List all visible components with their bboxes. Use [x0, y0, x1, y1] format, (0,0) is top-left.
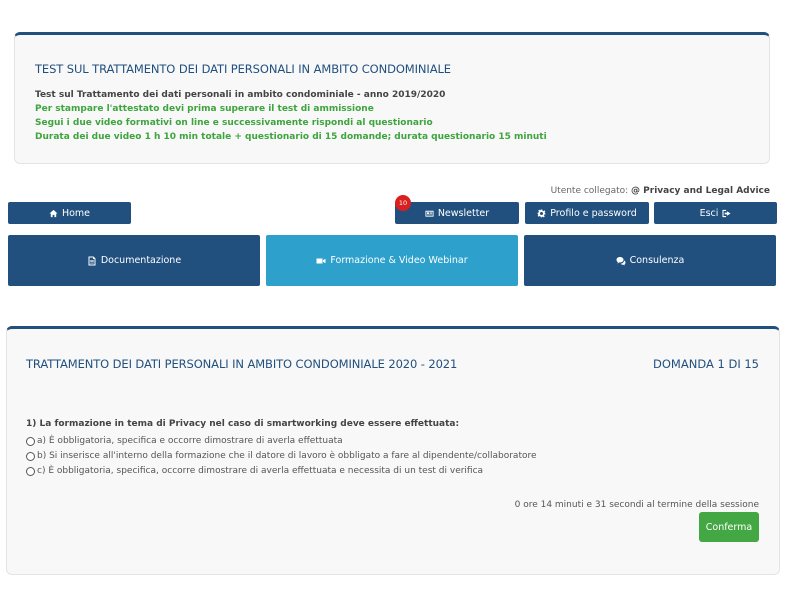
- home-button[interactable]: [8, 202, 131, 224]
- answer-option-label: c) È obbligatoria, specifica, occorre dimostrare di averla effettuata e necessita di un test di verifica: [37, 466, 484, 476]
- documentation-button-label: Documentazione: [100, 255, 182, 266]
- logged-user-label: Utente collegato:: [550, 186, 629, 196]
- document-icon: [87, 256, 97, 266]
- newspaper-icon: [425, 209, 434, 218]
- newsletter-button[interactable]: [395, 202, 519, 224]
- course-info-panel: [14, 32, 770, 164]
- profile-button[interactable]: [525, 202, 649, 224]
- training-button-label: Formazione & Video Webinar: [330, 255, 468, 266]
- gear-icon: [537, 209, 546, 218]
- instruction-videos: Segui i due video formativi on line e successivamente rispondi al questionario: [35, 118, 433, 128]
- newsletter-button-label: Newsletter: [437, 207, 490, 219]
- home-icon: [49, 209, 58, 218]
- confirm-button[interactable]: Conferma: [699, 512, 759, 542]
- radio-button[interactable]: [26, 437, 35, 446]
- quiz-panel: [6, 326, 780, 575]
- sign-out-icon: [722, 209, 731, 218]
- answer-option-label: a) È obbligatoria, specifica e occorre dimostrare di averla effettuata: [37, 436, 343, 446]
- answer-option-c[interactable]: [26, 466, 483, 476]
- documentation-button[interactable]: [8, 235, 260, 286]
- home-button-label: Home: [61, 207, 91, 219]
- instruction-certificate: Per stampare l'attestato devi prima superare il test di ammissione: [35, 104, 374, 114]
- quiz-title: TRATTAMENTO DEI DATI PERSONALI IN AMBITO CONDOMINIALE 2020 - 2021: [26, 357, 458, 371]
- instruction-duration: Durata dei due video 1 h 10 min totale + questionario di 15 domande; durata questionario 15 minuti: [35, 132, 547, 142]
- newsletter-badge: 10: [395, 195, 411, 211]
- question-text: 1) La formazione in tema di Privacy nel caso di smartworking deve essere effettuata:: [26, 419, 460, 429]
- consulting-button[interactable]: [524, 235, 776, 286]
- course-title: TEST SUL TRATTAMENTO DEI DATI PERSONALI IN AMBITO CONDOMINIALE: [35, 62, 451, 76]
- logout-button-label: Esci: [699, 207, 719, 219]
- training-button[interactable]: [266, 235, 518, 286]
- logged-user-name: @ Privacy and Legal Advice: [631, 186, 770, 196]
- answer-option-label: b) Si inserisce all'interno della formazione che il datore di lavoro è obbligato a fare al dipendente/collaboratore: [37, 451, 537, 461]
- radio-button[interactable]: [26, 467, 35, 476]
- session-timer: 0 ore 14 minuti e 31 secondi al termine della sessione: [514, 500, 759, 510]
- answer-option-b[interactable]: [26, 451, 537, 461]
- logout-button[interactable]: [654, 202, 777, 224]
- profile-button-label: Profilo e password: [550, 207, 637, 219]
- course-subtitle: Test sul Trattamento dei dati personali in ambito condominiale - anno 2019/2020: [35, 90, 446, 100]
- video-camera-icon: [316, 256, 326, 266]
- radio-button[interactable]: [26, 452, 35, 461]
- logged-user: [551, 186, 770, 196]
- comments-icon: [616, 256, 626, 266]
- answer-option-a[interactable]: [26, 436, 343, 446]
- question-counter: DOMANDA 1 DI 15: [653, 357, 759, 371]
- consulting-button-label: Consulenza: [629, 255, 685, 266]
